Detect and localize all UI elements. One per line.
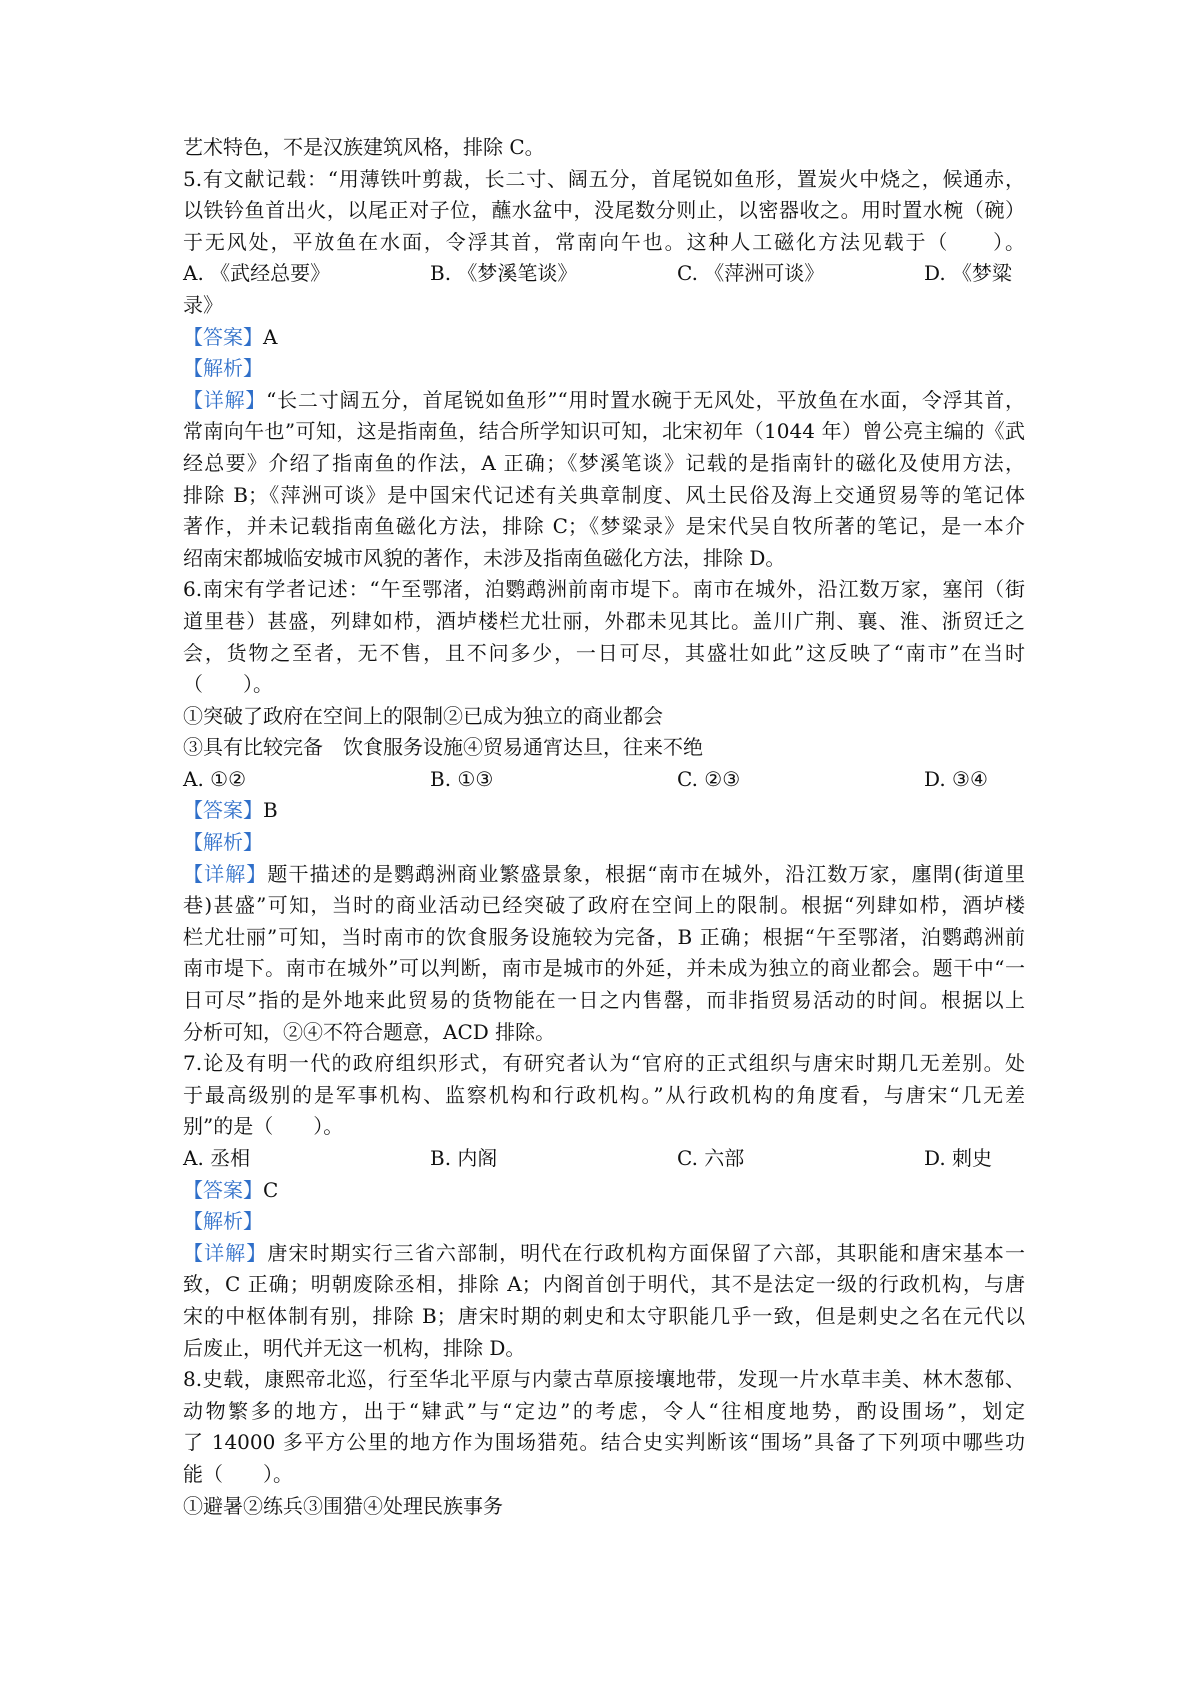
option-d: D. 刺史 [924,1146,993,1170]
text-line: 了 14000 多平方公里的地方作为围场猎苑。结合史实判断该“围场”具备了下列项中哪些功 [183,1430,1025,1455]
detail-line [183,385,1025,417]
answer-value: A [263,324,278,349]
option-d: D. 《梦粱 [924,261,1013,286]
answer-line [183,322,1025,354]
analysis-line [183,353,1025,385]
text-line: 宋的中枢体制有别，排除 B；唐宋时期的刺史和太守职能几乎一致，但是刺史之名在元代以 [183,1303,1025,1328]
text-line: 日可尽”指的是外地来此贸易的货物能在一日之内售罄，而非指贸易活动的时间。根据以上 [183,988,1025,1013]
question-7-stem: 7.论及有明一代的政府组织形式，有研究者认为“官府的正式组织与唐宋时期几无差别。处 [183,1051,1025,1076]
answer-tag: 【答案】 [183,1177,263,1202]
analysis-line [183,827,1025,859]
answer-value: B [263,798,278,823]
text-line: 动物繁多的地方，出于“肄武”与“定边”的考虑，令人“往相度地势，酌设围场”，划定 [183,1398,1025,1423]
text-line: 经总要》介绍了指南鱼的作法，A 正确；《梦溪笔谈》记载的是指南针的磁化及使用方法， [183,450,1025,475]
option-a: A. 丞相 [183,1146,251,1170]
answer-line [183,1175,1025,1207]
option-a: A. 《武经总要》 [183,261,331,286]
text-line: 道里巷）甚盛，列肆如栉，酒垆楼栏尤壮丽，外郡未见其比。盖川广荆、襄、淮、浙贸迁之 [183,608,1025,633]
option-c: C. 《萍洲可谈》 [677,261,825,286]
document-page [183,132,1025,1522]
text-line: 于最高级别的是军事机构、监察机构和行政机构。”从行政机构的角度看，与唐宋“几无差 [183,1082,1025,1107]
detail-text: “长二寸阔五分，首尾锐如鱼形”“用时置水碗于无风处，平放鱼在水面，令浮其首， [266,387,1025,412]
answer-tag: 【答案】 [183,798,263,823]
text-line: （ ）。 [183,672,273,697]
option-a: A. ①② [183,766,247,791]
text-line: 著作，并未记载指南鱼磁化方法，排除 C；《梦粱录》是宋代吴自牧所著的笔记，是一本介 [183,514,1025,539]
text-line: 南市堤下。南市在城外”可以判断，南市是城市的外延，并未成为独立的商业都会。题干中“一 [183,956,1025,981]
text-line: ①突破了政府在空间上的限制②已成为独立的商业都会 [183,703,663,728]
detail-tag: 【详解】 [183,861,268,886]
detail-line [183,859,1025,891]
text-line: 别”的是（ ）。 [183,1114,344,1139]
question-8-stem: 8.史载，康熙帝北巡，行至华北平原与内蒙古草原接壤地带，发现一片水草丰美、林木葱郁、 [183,1367,1025,1392]
text-line: ③具有比较完备 饮食服务设施④贸易通宵达旦，往来不绝 [183,735,703,760]
answer-tag: 【答案】 [183,324,263,349]
text-line: 巷)甚盛”可知，当时的商业活动已经突破了政府在空间上的限制。根据“列肆如栉，酒垆楼 [183,893,1025,918]
option-c: C. 六部 [677,1146,745,1170]
text-line: 会，货物之至者，无不售，且不问多少，一日可尽，其盛壮如此”这反映了“南市”在当时 [183,640,1025,665]
text-line: 栏尤壮丽”可知，当时南市的饮食服务设施较为完备，B 正确；根据“午至鄂渚，泊鹦鹉洲前 [183,924,1025,949]
detail-text: 唐宋时期实行三省六部制，明代在行政机构方面保留了六部，其职能和唐宋基本一 [267,1240,1026,1265]
option-c: C. ②③ [677,766,741,791]
detail-tag: 【详解】 [183,1240,268,1265]
detail-tag: 【详解】 [183,387,267,412]
analysis-tag: 【解析】 [183,1209,263,1234]
analysis-line [183,1206,1025,1238]
question-6-stem: 6.南宋有学者记述：“午至鄂渚，泊鹦鹉洲前南市堤下。南市在城外，沿江数万家，塞闬（街 [183,577,1025,602]
analysis-tag: 【解析】 [183,356,263,381]
detail-line [183,1238,1025,1270]
text-line: 常南向午也”可知，这是指南鱼，结合所学知识可知，北宋初年（1044 年）曾公亮主编的《武 [183,419,1025,444]
text-line: 分析可知，②④不符合题意，ACD 排除。 [183,1019,556,1044]
option-wrap: 录》 [183,292,223,317]
question-6-options [183,764,1025,796]
text-line: 艺术特色，不是汉族建筑风格，排除 C。 [183,135,545,159]
answer-line [183,795,1025,827]
text-line: 后废止，明代并无这一机构，排除 D。 [183,1335,526,1360]
question-5-stem: 5.有文献记载：“用薄铁叶剪裁，长二寸、阔五分，首尾锐如鱼形，置炭火中烧之，候通赤， [183,166,1025,191]
text-line: ①避暑②练兵③围猎④处理民族事务 [183,1493,503,1518]
text-line: 于无风处，平放鱼在水面，令浮其首，常南向午也。这种人工磁化方法见载于（ ）。 [183,229,1025,254]
text-line: 能（ ）。 [183,1461,293,1486]
answer-value: C [263,1177,279,1202]
option-b: B. 内阁 [430,1146,498,1170]
text-line: 致，C 正确；明朝废除丞相，排除 A；内阁首创于明代，其不是法定一级的行政机构，与唐 [183,1272,1025,1297]
detail-text: 题干描述的是鹦鹉洲商业繁盛景象，根据“南市在城外，沿江数万家，廛閈(街道里 [267,861,1026,886]
option-b: B. 《梦溪笔谈》 [430,261,578,286]
question-5-options [183,258,1025,290]
text-line: 绍南宋都城临安城市风貌的著作，未涉及指南鱼磁化方法，排除 D。 [183,545,786,570]
analysis-tag: 【解析】 [183,830,263,855]
option-d: D. ③④ [924,766,988,791]
text-line: 排除 B；《萍洲可谈》是中国宋代记述有关典章制度、风土民俗及海上交通贸易等的笔记体 [183,482,1025,507]
text-line: 以铁钤鱼首出火，以尾正对子位，蘸水盆中，没尾数分则止，以密器收之。用时置水椀（碗） [183,198,1025,223]
question-7-options [183,1143,1025,1175]
option-b: B. ①③ [430,766,494,791]
